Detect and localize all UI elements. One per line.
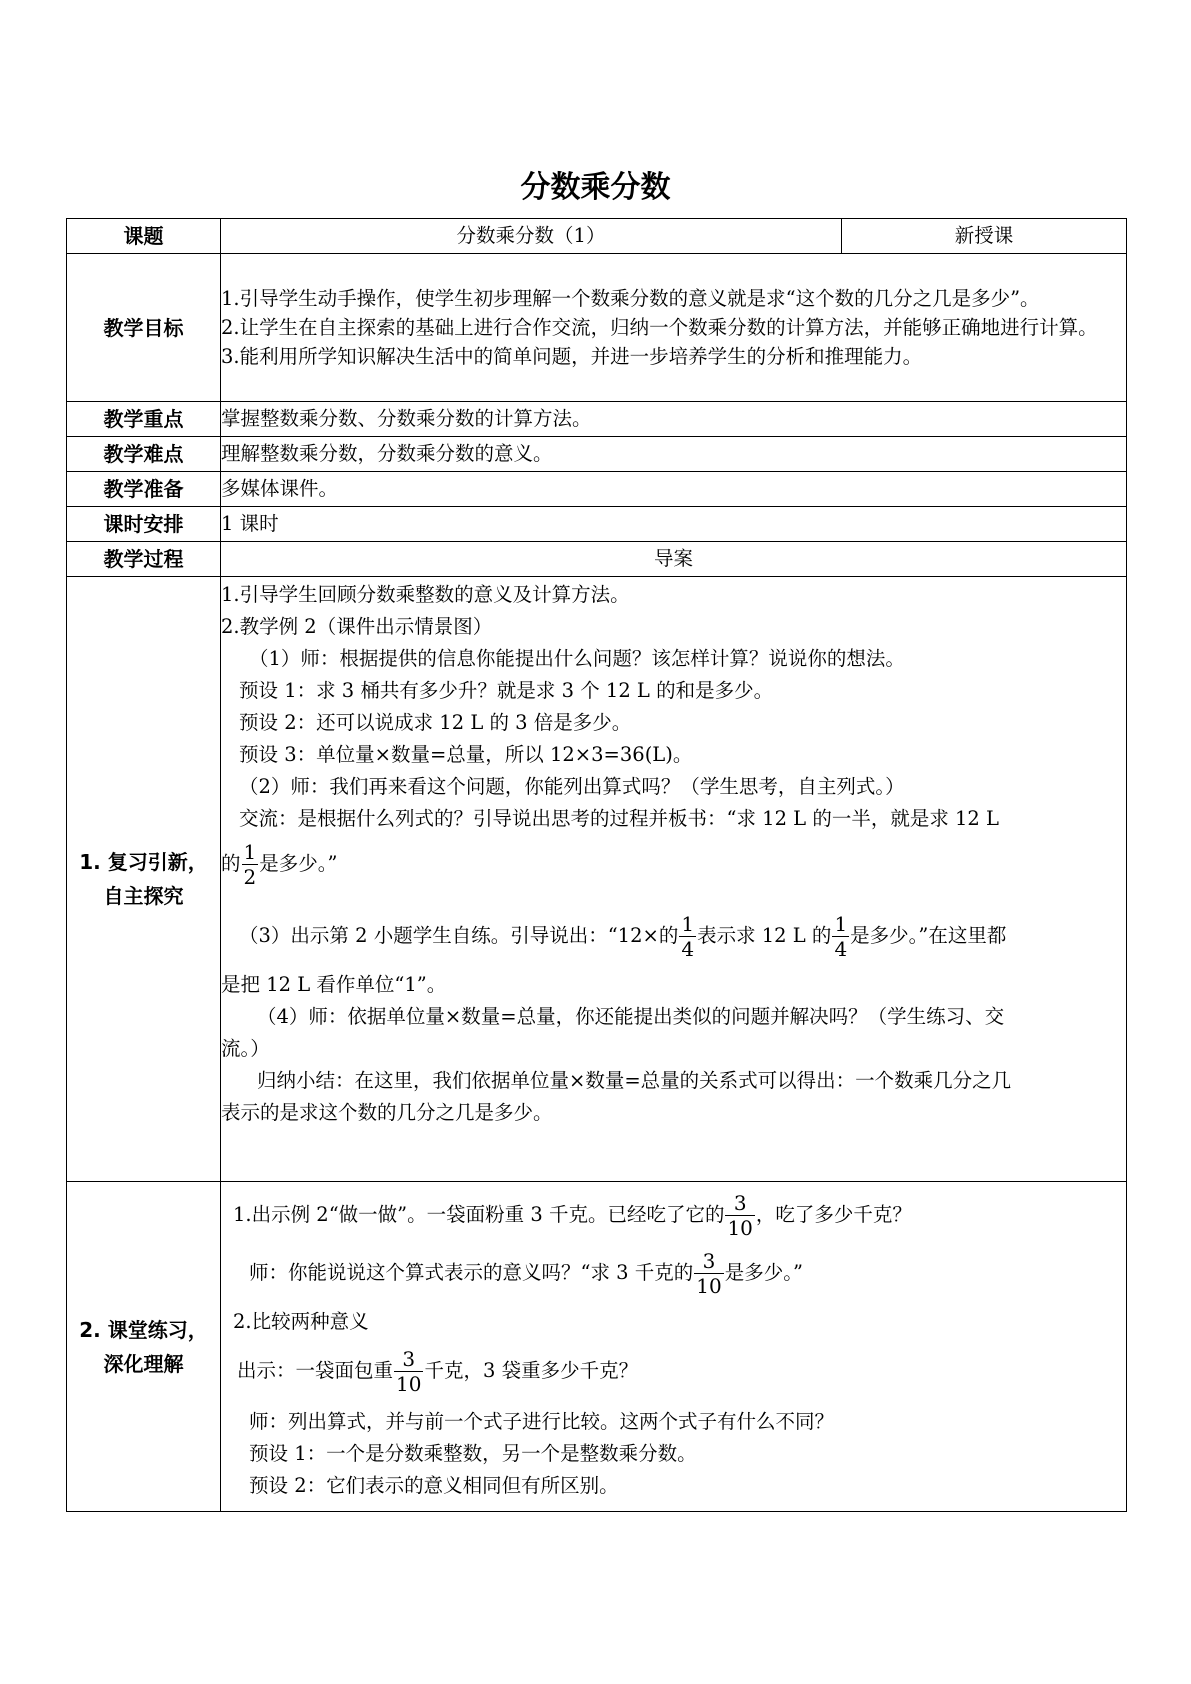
label-process: 教学过程 bbox=[67, 542, 221, 577]
lesson-type: 新授课 bbox=[842, 219, 1127, 254]
label-preparation: 教学准备 bbox=[67, 472, 221, 507]
row-preparation bbox=[67, 472, 1127, 507]
row-goals bbox=[67, 254, 1127, 402]
goals-content bbox=[221, 254, 1127, 402]
fraction-numerator: 1 bbox=[243, 840, 257, 864]
section-1-label-line1: 1. 复习引新， bbox=[79, 850, 208, 874]
paragraph: 2.教学例 2（课件出示情景图） bbox=[221, 615, 493, 638]
section-2-label-line2: 深化理解 bbox=[103, 1351, 184, 1376]
difficulties-value: 理解整数乘分数，分数乘分数的意义。 bbox=[221, 437, 1127, 472]
lesson-plan-table bbox=[66, 218, 1127, 1512]
paragraph: 是把 12 L 看作单位“1”。 bbox=[221, 973, 447, 996]
label-difficulties: 教学难点 bbox=[67, 437, 221, 472]
paragraph: 预设 2：它们表示的意义相同但有所区别。 bbox=[249, 1474, 619, 1497]
fraction-numerator: 3 bbox=[725, 1191, 754, 1216]
fraction-denominator: 10 bbox=[727, 1216, 753, 1240]
fraction-quarter bbox=[679, 912, 696, 961]
paragraph-with-fraction bbox=[221, 907, 1126, 965]
row-section-2 bbox=[67, 1182, 1127, 1512]
row-schedule bbox=[67, 507, 1127, 542]
paragraph: 2.比较两种意义 bbox=[233, 1310, 369, 1333]
row-section-1 bbox=[67, 577, 1127, 1182]
text-run: 表示求 12 L 的 bbox=[697, 924, 832, 947]
text-run: 出示：一袋面包重 bbox=[237, 1359, 394, 1382]
section-1-content bbox=[221, 577, 1127, 1182]
row-key-points bbox=[67, 402, 1127, 437]
paragraph: 预设 2：还可以说成求 12 L 的 3 倍是多少。 bbox=[239, 711, 632, 734]
label-topic: 课题 bbox=[67, 219, 221, 254]
goal-item: 3.能利用所学知识解决生活中的简单问题，并进一步培养学生的分析和推理能力。 bbox=[221, 345, 923, 368]
text-run: （3）出示第 2 小题学生自练。引导说出：“12×的 bbox=[239, 924, 679, 947]
text-run: ，吃了多少千克？ bbox=[755, 1203, 912, 1226]
fraction-numerator: 1 bbox=[834, 912, 848, 936]
schedule-value: 1 课时 bbox=[221, 507, 1127, 542]
fraction-numerator: 3 bbox=[694, 1249, 723, 1274]
text-run: 千克，3 袋重多少千克？ bbox=[424, 1359, 639, 1382]
text-run: 是多少。” bbox=[259, 852, 338, 875]
paragraph: 表示的是求这个数的几分之几是多少。 bbox=[221, 1101, 553, 1124]
paragraph-with-fraction bbox=[221, 835, 1126, 893]
paragraph: （2）师：我们再来看这个问题，你能列出算式吗？（学生思考，自主列式。） bbox=[239, 775, 905, 798]
fraction-numerator: 3 bbox=[394, 1347, 423, 1372]
row-topic bbox=[67, 219, 1127, 254]
section-1-label-line2: 自主探究 bbox=[103, 884, 184, 908]
paragraph-with-fraction bbox=[221, 1342, 1126, 1400]
fraction-quarter bbox=[832, 912, 849, 961]
goal-item: 1.引导学生动手操作，使学生初步理解一个数乘分数的意义就是求“这个数的几分之几是多少”。 bbox=[221, 287, 1040, 310]
fraction-denominator: 2 bbox=[243, 865, 257, 889]
label-goals: 教学目标 bbox=[67, 254, 221, 402]
key-points-value: 掌握整数乘分数、分数乘分数的计算方法。 bbox=[221, 402, 1127, 437]
fraction-numerator: 1 bbox=[681, 912, 695, 936]
paragraph: 预设 3：单位量×数量=总量，所以 12×3=36(L)。 bbox=[239, 743, 693, 766]
label-schedule: 课时安排 bbox=[67, 507, 221, 542]
fraction-denominator: 10 bbox=[396, 1372, 422, 1396]
paragraph: 预设 1：一个是分数乘整数，另一个是整数乘分数。 bbox=[249, 1442, 697, 1465]
goal-item: 2.让学生在自主探索的基础上进行合作交流，归纳一个数乘分数的计算方法，并能够正确地进行计算。 bbox=[221, 316, 1098, 339]
text-run: 1.出示例 2“做一做”。一袋面粉重 3 千克。已经吃了它的 bbox=[233, 1203, 725, 1226]
paragraph: 流。） bbox=[221, 1037, 270, 1060]
paragraph-with-fraction bbox=[221, 1186, 1126, 1244]
label-section-1 bbox=[67, 577, 221, 1182]
fraction-denominator: 4 bbox=[681, 937, 695, 961]
paragraph: 预设 1：求 3 桶共有多少升？就是求 3 个 12 L 的和是多少。 bbox=[239, 679, 774, 702]
preparation-value: 多媒体课件。 bbox=[221, 472, 1127, 507]
row-difficulties bbox=[67, 437, 1127, 472]
paragraph: 师：列出算式，并与前一个式子进行比较。这两个式子有什么不同？ bbox=[249, 1410, 835, 1433]
topic-value: 分数乘分数（1） bbox=[221, 219, 842, 254]
text-run: 是多少。”在这里都 bbox=[850, 924, 1007, 947]
text-run: 师：你能说说这个算式表示的意义吗？“求 3 千克的 bbox=[249, 1261, 694, 1284]
paragraph: 交流：是根据什么列式的？引导说出思考的过程并板书：“求 12 L 的一半，就是求 12 L bbox=[239, 807, 999, 830]
fraction-half bbox=[242, 840, 259, 889]
text-run: 是多少。” bbox=[724, 1261, 803, 1284]
paragraph: （1）师：根据提供的信息你能提出什么问题？该怎样计算？说说你的想法。 bbox=[249, 647, 905, 670]
paragraph: 归纳小结：在这里，我们依据单位量×数量=总量的关系式可以得出：一个数乘几分之几 bbox=[257, 1069, 1012, 1092]
label-key-points: 教学重点 bbox=[67, 402, 221, 437]
row-process bbox=[67, 542, 1127, 577]
paragraph: （4）师：依据单位量×数量=总量，你还能提出类似的问题并解决吗？（学生练习、交 bbox=[257, 1005, 1005, 1028]
fraction-three-tenths bbox=[394, 1347, 423, 1396]
paragraph: 1.引导学生回顾分数乘整数的意义及计算方法。 bbox=[221, 583, 630, 606]
fraction-denominator: 10 bbox=[696, 1274, 722, 1298]
fraction-three-tenths bbox=[725, 1191, 754, 1240]
process-value: 导案 bbox=[221, 542, 1127, 577]
fraction-denominator: 4 bbox=[834, 937, 848, 961]
label-section-2 bbox=[67, 1182, 221, 1512]
fraction-three-tenths bbox=[694, 1249, 723, 1298]
section-2-content bbox=[221, 1182, 1127, 1512]
paragraph-with-fraction bbox=[221, 1244, 1126, 1302]
section-2-label-line1: 2. 课堂练习， bbox=[79, 1317, 208, 1342]
text-run: 的 bbox=[221, 852, 241, 875]
page-title: 分数乘分数 bbox=[520, 170, 671, 205]
